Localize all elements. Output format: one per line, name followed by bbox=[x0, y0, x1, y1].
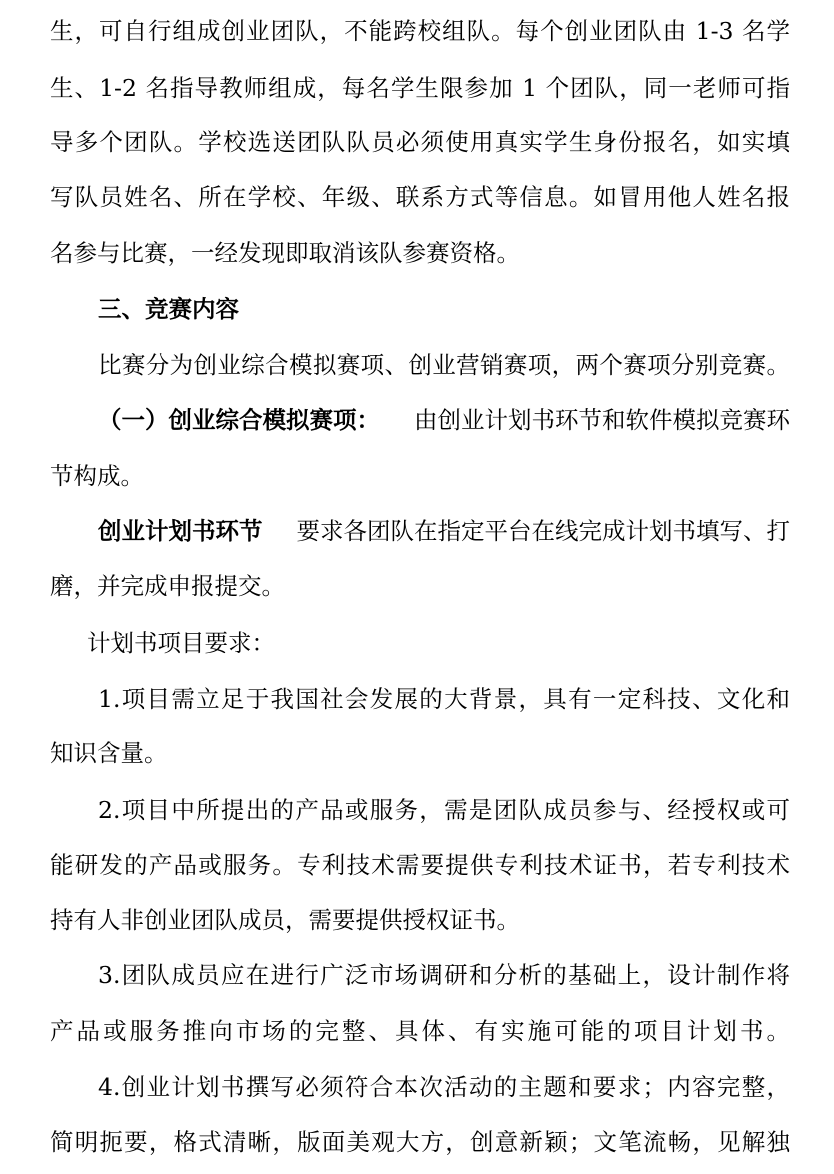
section-heading: 三、竞赛内容 bbox=[98, 295, 239, 323]
paragraph-line: 生，可自行组成创业团队，不能跨校组队。每个创业团队由 1-3 名学 bbox=[50, 17, 790, 45]
list-item-line: 产品或服务推向市场的完整、具体、有实施可能的项目计划书。 bbox=[50, 1017, 790, 1045]
paragraph-line: 生、1-2 名指导教师组成，每名学生限参加 1 个团队，同一老师可指 bbox=[50, 74, 790, 102]
list-item-line: 1.项目需立足于我国社会发展的大背景，具有一定科技、文化和 bbox=[98, 685, 790, 713]
paragraph-line: 磨，并完成申报提交。 bbox=[50, 572, 285, 600]
list-item-line: 持有人非创业团队成员，需要提供授权证书。 bbox=[50, 906, 520, 934]
inline-bold-term: 创业计划书环节 bbox=[98, 517, 263, 545]
list-item-line: 知识含量。 bbox=[50, 739, 168, 767]
paragraph-line bbox=[98, 516, 790, 546]
list-item-line: 3.团队成员应在进行广泛市场调研和分析的基础上，设计制作将 bbox=[98, 961, 790, 989]
list-item-line: 能研发的产品或服务。专利技术需要提供专利技术证书，若专利技术 bbox=[50, 851, 790, 879]
paragraph-line: 计划书项目要求： bbox=[87, 629, 275, 657]
paragraph-line: 导多个团队。学校选送团队队员必须使用真实学生身份报名，如实填 bbox=[50, 128, 790, 156]
paragraph-line: 节构成。 bbox=[50, 462, 144, 490]
list-item-line: 简明扼要，格式清晰，版面美观大方，创意新颖；文笔流畅，见解独 bbox=[50, 1128, 790, 1156]
paragraph-line: 名参与比赛，一经发现即取消该队参赛资格。 bbox=[50, 239, 520, 267]
paragraph-text: 要求各团队在指定平台在线完成计划书填写、打 bbox=[296, 517, 790, 545]
list-item-line: 2.项目中所提出的产品或服务，需是团队成员参与、经授权或可 bbox=[98, 796, 790, 824]
list-item-line: 4.创业计划书撰写必须符合本次活动的主题和要求；内容完整， bbox=[98, 1073, 790, 1101]
paragraph-line: 比赛分为创业综合模拟赛项、创业营销赛项，两个赛项分别竞赛。 bbox=[98, 351, 790, 379]
paragraph-text: 由创业计划书环节和软件模拟竞赛环 bbox=[414, 406, 790, 434]
paragraph-line: 写队员姓名、所在学校、年级、联系方式等信息。如冒用他人姓名报 bbox=[50, 183, 790, 211]
subsection-title: （一）创业综合模拟赛项： bbox=[98, 406, 380, 434]
subsection-line bbox=[98, 405, 790, 435]
